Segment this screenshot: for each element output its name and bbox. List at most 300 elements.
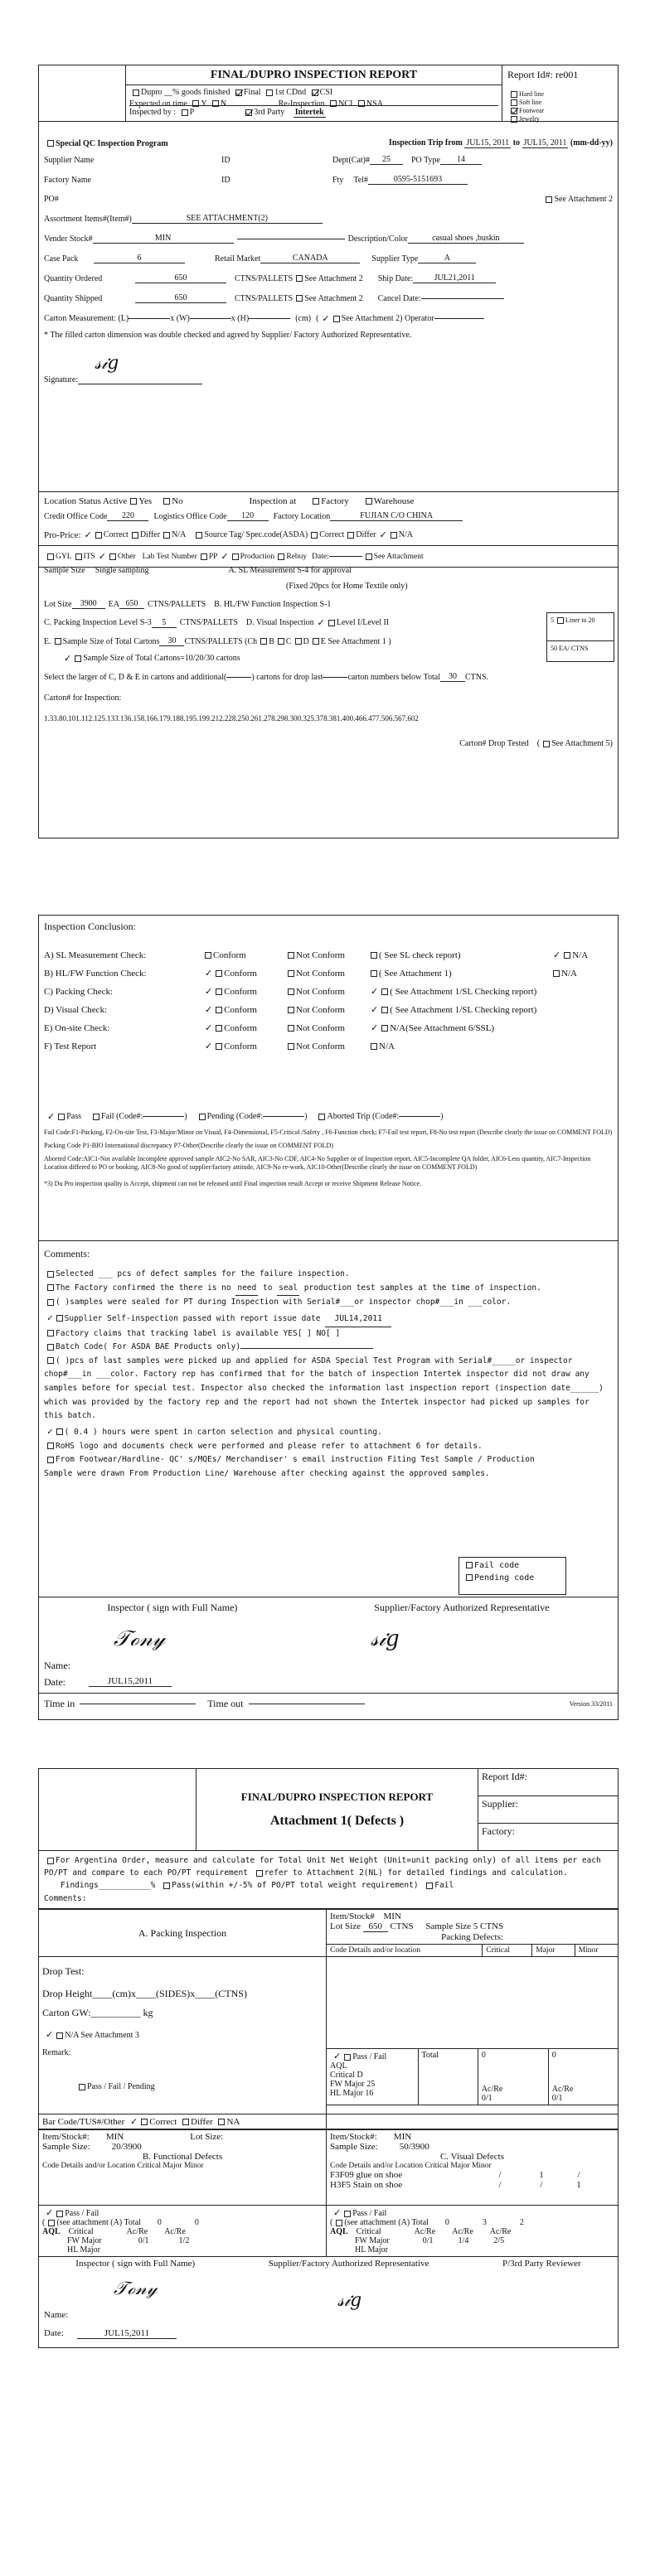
pack-aql-fw: FW Major 25: [330, 2080, 376, 2089]
signature-label: Signature:: [44, 375, 79, 384]
visual-defects-title: C. Visual Defects: [439, 2152, 505, 2162]
comment-9: RoHS logo and documents check were performed and please refer to attachment 6 for details.: [56, 1441, 483, 1451]
conclusion-option-a[interactable]: Conform: [224, 1023, 257, 1033]
carton-measurement-label: Carton Measurement: (L): [44, 314, 129, 323]
tel-value: 0595-5151693: [368, 175, 468, 185]
barcode-label: Bar Code/TUS#/Other: [42, 2117, 125, 2127]
factory-location-value: FUJIAN C/O CHINA: [330, 511, 463, 521]
pack-aql-hl: HL Major 16: [330, 2089, 374, 2098]
visual-defect-code: F3F09 glue on shoe: [330, 2170, 403, 2180]
e-b-option[interactable]: B: [269, 636, 274, 646]
c-acre-v1: 0/1: [422, 2236, 434, 2245]
re-inspection-label: Re-Inspection: [278, 99, 325, 109]
visual-defect-row: [330, 2180, 614, 2190]
conclusion-option-c[interactable]: N/A: [379, 1041, 395, 1051]
d-visual-label: D. Visual Inspection: [245, 618, 314, 627]
location-status-label: Location Status Active: [44, 496, 128, 506]
to-label: to: [512, 138, 521, 147]
b-sample-size-label: Sample Size:: [42, 2142, 90, 2152]
refer-note: refer to Attachment 2(NL) for detailed findings and calculation.: [264, 1868, 568, 1878]
conclusion-row: D) Visual Check: ✓ Conform Not Conform ✓ ( See Attachment 1/SL Checking report): [44, 1004, 537, 1015]
other-option[interactable]: Other: [118, 552, 136, 561]
inspector-name-label: Name:: [44, 1660, 70, 1671]
ship-date-label: Ship Date:: [377, 273, 414, 283]
b-item-stock-label: Item/Stock#:: [42, 2132, 90, 2142]
lab-test-label: Lab Test Number: [142, 552, 197, 561]
conclusion-option-c[interactable]: ( See Attachment 1/SL Checking report): [390, 987, 537, 997]
box-line-1: 5: [551, 616, 554, 624]
comment-3: ( )samples were sealed for PT during Inspection with Serial#___or inspector chop#___in ___color.: [56, 1298, 512, 1307]
barcode-correct[interactable]: Correct: [149, 2117, 177, 2127]
comment-2e: production test samples at the time of inspection.: [303, 1283, 541, 1293]
y-label: Y: [201, 99, 207, 109]
b-critical: Critical: [68, 2227, 94, 2236]
qty-ordered-label: Quantity Ordered: [44, 273, 103, 283]
hard-line-option[interactable]: Hard line: [519, 90, 544, 98]
c-hl-major: HL Major: [355, 2245, 388, 2255]
carton-num-label: Carton# for Inspection:: [44, 694, 122, 703]
conclusion-row: F) Test Report ✓ Conform Not Conform N/A: [44, 1041, 395, 1051]
barcode-na[interactable]: NA: [226, 2117, 240, 2127]
conclusion-label: A) SL Measurement Check:: [44, 950, 147, 960]
aborted-option[interactable]: Aborted Trip (Code#:: [327, 1112, 400, 1121]
c-acre-v2: 1/4: [458, 2236, 469, 2245]
b-hl-major: HL Major: [67, 2245, 100, 2255]
retail-market-value: CANADA: [260, 254, 360, 263]
p3-sample-size-value: 5 CTNS: [473, 1921, 504, 1931]
e-e-option[interactable]: E See Attachment 1 ): [320, 636, 391, 646]
fty-label: Fty: [332, 175, 344, 185]
b-fw-major: FW Major: [67, 2236, 102, 2245]
p3-inspector-signature: 𝒯ℴ𝓃𝓎: [114, 2279, 158, 2299]
packing-defects-title: Packing Defects:: [441, 1932, 503, 1942]
pack-acre-v1: 0/1: [481, 2094, 492, 2103]
conclusion-option-b[interactable]: Not Conform: [296, 950, 345, 960]
comment-2b: need: [235, 1282, 258, 1297]
c-sample-size-value: 50/3900: [399, 2142, 429, 2152]
aborted-code-note: Aborted Code:AIC1-Not available Incomplete approved sample AIC2-No SAR, AIC3-No CDF, AIC4-No Supplier or of Inspection report, AIC5-Incomplete QA folder, AIC6-Less quantity, AIC7-Inspection Location differed to PO or booking, AIC8-No good of supplier/factory attitude, AIC9-No re-work, AIC10-Other(Describe clearly the issue on COMMENT FOLD): [44, 1155, 591, 1171]
conclusion-label: F) Test Report: [44, 1041, 97, 1051]
pack-total-v1: 0: [481, 2051, 486, 2060]
p1-header: [39, 65, 618, 122]
factory-location-label: Factory Location: [273, 511, 331, 521]
p3-report-id: Report Id#:: [478, 1769, 619, 1796]
b-total-v1: 0: [157, 2218, 162, 2227]
single-sampling-label: Single sampling: [95, 566, 149, 575]
conclusion-option-a[interactable]: Conform: [224, 969, 257, 979]
conclusion-option-a[interactable]: Conform: [224, 1005, 257, 1015]
warehouse-option[interactable]: Warehouse: [373, 496, 415, 506]
supplier-sign-label: Supplier/Factory Authorized Representative: [374, 1602, 550, 1613]
c-total-v3: 2: [519, 2218, 524, 2227]
pass-fail-pending[interactable]: Pass / Fail / Pending: [87, 2082, 155, 2091]
lab-date-label: Date:: [312, 552, 329, 561]
footwear-option[interactable]: Footwear: [519, 107, 545, 114]
packing-table: A. Packing Inspection Item/Stock# MIN Lot Size 650 CTNS Sample Size 5 CTNS Packing Defects: Code Details and/or location Critical Major Minor Drop Test: Drop Height____(cm)x____(SIDES)x____(CTNS) Carton GW:__________ kg ✓ N/A See Attachment 3 Remark: Pass / Fail / Pending ✓ Pass / Fail AQL Critical D FW Major 25 HL Major 16 Total 0 Ac/Re 0/1 0 Ac/Re 0/1 Bar Code/TUS#/Other ✓ Correct Differ NA: [38, 1909, 619, 2129]
conclusion-label: D) Visual Check:: [44, 1004, 108, 1015]
logistics-office-value: 120: [227, 511, 269, 521]
conclusion-option-c[interactable]: ( See SL check report): [379, 950, 461, 960]
critical-header: Critical: [483, 1945, 532, 1957]
conclusion-option-b[interactable]: Not Conform: [296, 1022, 345, 1033]
yes-option[interactable]: Yes: [138, 496, 153, 506]
e-sample-label: Sample Size of Total Cartons: [62, 636, 160, 646]
conclusion-option-c[interactable]: N/A(See Attachment 6/SSL): [390, 1023, 495, 1033]
final-option[interactable]: Final: [244, 88, 261, 97]
drop-height-label: Drop Height____(cm)x____(SIDES)x____(CTNS): [42, 1988, 247, 1999]
p3-header-table: [38, 1768, 619, 1851]
total-cartons-value: 30: [440, 672, 465, 682]
pro-price-differ[interactable]: Differ: [139, 530, 161, 539]
conclusion-row: B) HL/FW Function Check: ✓ Conform Not Conform ( See Attachment 1) N/A: [44, 968, 577, 979]
e-label: E.: [44, 636, 51, 646]
retail-market-label: Retail Market: [215, 254, 261, 263]
c-pack-label: C. Packing Inspection Level S-3: [44, 618, 152, 627]
e-ctns-label: CTNS/PALLETS (Ch: [184, 636, 258, 646]
factory-id-label: ID: [221, 175, 230, 185]
production-option[interactable]: Production: [240, 552, 275, 561]
check-icon: ✓: [322, 314, 330, 324]
page-3: [38, 1768, 619, 2547]
po-type-label: PO Type: [411, 155, 440, 165]
barcode-differ[interactable]: Differ: [191, 2117, 213, 2127]
conclusion-option-d[interactable]: N/A: [561, 968, 577, 979]
pass-option[interactable]: Pass: [66, 1112, 82, 1121]
b-acre-label-2: Ac/Re: [164, 2227, 186, 2236]
packing-code-note: Packing Code P1-BIO International discrepancy P7-Other(Describe clearly the issue on COMMENT FOLD): [44, 1142, 333, 1149]
c-acre-label: Ac/Re: [414, 2227, 436, 2236]
na-see-att3: N/A See Attachment 3: [65, 2031, 139, 2040]
conclusion-option-b[interactable]: Not Conform: [296, 1004, 345, 1015]
carton-numbers-label: carton numbers below Total: [347, 672, 440, 682]
fail-code-option[interactable]: Fail code: [474, 1561, 520, 1570]
inspector-date-value: JUL15,2011: [89, 1676, 172, 1687]
c-critical: Critical: [356, 2227, 381, 2236]
conclusion-option-a[interactable]: Conform: [213, 950, 246, 960]
id-label: ID: [221, 155, 230, 165]
carton-w-label: x (W): [170, 314, 190, 323]
b-acre-label: Ac/Re: [126, 2227, 148, 2236]
b-lot-size-label: Lot Size:: [190, 2132, 224, 2142]
conclusion-row: C) Packing Check: ✓ Conform Not Conform ✓ ( See Attachment 1/SL Checking report): [44, 986, 537, 997]
pp-option[interactable]: PP: [208, 552, 218, 561]
comments-title: Comments:: [44, 1248, 90, 1259]
hl-fw-label: B. HL/FW Function Inspection S-1: [214, 599, 332, 609]
time-out-label: Time out: [207, 1698, 244, 1709]
qty-ordered-value: 650: [135, 273, 226, 283]
b-item-stock-value: MIN: [105, 2132, 124, 2142]
supplier-type-value: A: [418, 254, 476, 263]
expected-time-label: Expected on time: [129, 99, 187, 109]
logistics-office-label: Logistics Office Code: [153, 511, 227, 521]
p3-date-value: JUL15,2011: [77, 2328, 177, 2339]
page-1: FINAL/DUPRO INSPECTION REPORT Dupro __% goods finished Final 1st CDnd CSI Expected on time Y N Re-Inspection NCI NSA Inspected by : P 3rd Party Intertek Report Id#: re001 Hard line Soft line Footwear Jewelry Special QC Inspection Program Inspection Trip from JUL15, 2011 to JUL15, 2011 (mm-dd-yy) Supplier Name ID Dept(Cat)# 25 PO Type 14 Factory Name ID Fty Tel# 0595-5151693 PO# See Attachment 2 Assortment Items#(Item#) SEE ATTACHMENT(2) Vender Stock# MIN Description/Color casual shoes ,buskin Case Pack 6 Retail Market CANADA Supplier Type A Quantity Ordered 650 CTNS/PALLETS See Attachment 2 Ship Date: JUL21,2011 Quantity Shipped 650 CTNS/PALLETS See Attachment 2 Cancel Date: Carton Measurement: (L) x (W) x (H) (cm) ( ✓ See Attachment 2) Operator * The filled carton dimension was double checked and agreed by Supplier/ Factory Authorized Representative. Signature: 𝓈𝒾𝑔 Location Status Active Yes No Inspection at Factory Warehouse Credit Office Code 220 Logistics Office Code 120 Factory Location FUJIAN C/O CHINA Pro-Price: ✓ Correct Differ N/A Source Tag/ Spec.code(ASDA) Correct Differ ✓ N/A GYL ITS ✓ Other Lab Test Number PP ✓ Production Rebuy Date: See Attachment Sample Size Single sampling A. SL Measurement S-4 for approval (Fixed 20pcs for Home Textile only) Lot Size 3900 EA 650 CTNS/PALLETS B. HL/FW Function Inspection S-1 C. Packing Inspection Level S-3 5 CTNS/PALLETS D. Visual Inspection ✓ Level I/Level II E. Sample Size of Total Cartons 30 CTNS/PALLETS (Ch B C D E See Attachment 1 ) ✓ Sample Size of Total Cartons=10/20/30 cartons Select the larger of C, D & E in cartons and additional( ) cartons for drop last carton numbers below Total 30 CTNS. Carton# for Inspection: 1.33.80.101.112.125.133.136.158.166.179.188.195.199.212.228.250.261.278.298.300.325.378.381.400.466.477.506.567.602 Carton# Drop Tested ( See Attachment 5) 5 Liner to 20 50 EA/ CTNS: [38, 65, 619, 839]
cancel-date-label: Cancel Date:: [377, 293, 421, 303]
conclusion-row: E) On-site Check: ✓ Conform Not Conform ✓ N/A(See Attachment 6/SSL): [44, 1022, 495, 1033]
b-code-header: Code Details and/or Location Critical Major Minor: [42, 2162, 204, 2170]
inspection-at-label: Inspection at: [249, 496, 297, 506]
assortment-label: Assortment Items#(Item#): [44, 214, 132, 224]
p3-supplier: Supplier:: [478, 1796, 619, 1824]
source-tag-differ[interactable]: Differ: [356, 530, 376, 539]
c-sample-size-label: Sample Size:: [330, 2142, 378, 2152]
inspector-date-label: Date:: [44, 1676, 66, 1688]
p-label: P: [189, 108, 194, 117]
source-tag-na[interactable]: N/A: [398, 530, 413, 539]
conclusion-option-c[interactable]: ( See Attachment 1/SL Checking report): [390, 1005, 537, 1015]
ea-label: EA: [108, 599, 119, 609]
carton-drop-label: Carton# Drop Tested: [459, 739, 529, 748]
factory-name-label: Factory Name: [44, 175, 91, 185]
pack-total-label: Total: [418, 2049, 478, 2105]
pack-acre-label-2: Ac/Re: [551, 2085, 574, 2094]
conclusion-option-b[interactable]: Not Conform: [296, 968, 345, 979]
csi-option[interactable]: CSI: [319, 88, 333, 97]
code-header: Code Details and/or location: [327, 1945, 483, 1957]
p1-title: FINAL/DUPRO INSPECTION REPORT: [126, 65, 502, 85]
gyl-option[interactable]: GYL: [56, 552, 72, 561]
select-larger-label-2: ) cartons for drop last: [251, 672, 323, 682]
po-type-value: 14: [440, 155, 482, 165]
select-larger-label: Select the larger of C, D & E in cartons and additional(: [44, 672, 227, 682]
c-acre-label-3: Ac/Re: [489, 2227, 512, 2236]
comment-6: Batch Code( For ASDA BAE Products only): [56, 1342, 241, 1352]
p3-sample-size-label: Sample Size: [425, 1921, 472, 1931]
visual-defect-ma: 1: [539, 2170, 544, 2180]
ctns-end-label: CTNS.: [465, 672, 489, 682]
conclusion-option-b[interactable]: Not Conform: [296, 1041, 345, 1051]
visual-defect-ma: /: [540, 2180, 543, 2190]
date-format: (mm-dd-yy): [570, 138, 613, 147]
conclusion-option-b[interactable]: Not Conform: [296, 986, 345, 997]
comment-7: ( )pcs of last samples were picked up and applied for ASDA Special Test Program with Serial#_____or inspector chop#___in ___color. Factory rep has confirmed that for the batch of inspection Intertek inspector did not draw any samples before for special test. Inspector also checked the information last inspection report (inspection date______) which was provided by the factory rep and the report had not shown the Intertek inspector had picked up samples for this batch.: [44, 1356, 604, 1421]
c-code-header: Code Details and/or Location Critical Major Minor: [330, 2162, 492, 2170]
trip-to-value: JUL15, 2011: [523, 138, 567, 147]
fail-option[interactable]: Fail (Code#:: [101, 1112, 143, 1121]
lot-size-label: Lot Size: [44, 599, 72, 609]
e-sq-option[interactable]: Sample Size of Total Cartons=10/20/30 cartons: [83, 654, 240, 663]
argentina-note: For Argentina Order, measure and calculate for Total Unit Net Weight (Unit=unit packing only) of all items per each PO/PT and compare to each PO/PT requirement: [44, 1856, 601, 1878]
box-line-2: 50 EA/ CTNS: [551, 645, 589, 652]
supplier-type-label: Supplier Type: [371, 254, 419, 263]
credit-office-value: 220: [107, 511, 148, 521]
b-acre-v2: 1/2: [178, 2236, 190, 2245]
visual-defect-code: H3F5 Stain on shoe: [330, 2180, 403, 2190]
ship-date-value: JUL21,2011: [413, 273, 496, 283]
qty-shipped-value: 650: [135, 293, 226, 303]
p3-item-stock-value: MIN: [383, 1911, 401, 1921]
conclusion-option-c[interactable]: ( See Attachment 1): [379, 968, 452, 979]
carton-cm-label: (cm): [295, 314, 312, 323]
pro-price-na[interactable]: N/A: [172, 530, 187, 539]
c-total-v1: 0: [444, 2218, 449, 2227]
supplier-signature: 𝓈𝒾𝑔: [95, 353, 119, 374]
conclusion-option-a[interactable]: Conform: [224, 987, 257, 997]
e-c-option[interactable]: C: [285, 636, 292, 646]
p3-lot-size-label: Lot Size: [330, 1921, 361, 1931]
c-pack-value: 5: [152, 618, 177, 628]
ctns-pallets-label-2: CTNS/PALLETS: [179, 618, 238, 627]
major-header: Major: [532, 1945, 575, 1957]
ctns-pallets-label: CTNS/PALLETS: [147, 599, 206, 609]
visual-defect-c: /: [498, 2170, 502, 2180]
conclusion-option-d[interactable]: N/A: [572, 950, 589, 960]
comment-4-value: JUL14,2011: [325, 1312, 391, 1327]
e-d-option[interactable]: D: [303, 636, 309, 646]
desc-color-value: casual shoes ,buskin: [408, 234, 524, 244]
c-aql: AQL: [330, 2227, 348, 2236]
third-party-label: 3rd Party: [254, 108, 285, 117]
inspector-signature: 𝒯ℴ𝓃𝓎: [114, 1626, 166, 1651]
b-see-att-total: (see attachment (A) Total: [56, 2218, 141, 2227]
p3-date-label: Date:: [44, 2328, 64, 2338]
pack-acre-v2: 0/1: [551, 2094, 563, 2103]
vender-stock-value: MIN: [93, 234, 234, 244]
soft-line-option[interactable]: Soft line: [519, 99, 542, 106]
comment-11: Sample were drawn From Production Line/ Warehouse after checking against the approved samples.: [44, 1468, 490, 1478]
pending-code-option[interactable]: Pending code: [474, 1573, 535, 1583]
pass-within-option[interactable]: Pass(within +/-5% of PO/PT total weight requirement): [172, 1881, 419, 1891]
box-line-1b: Liner to 20: [565, 616, 595, 624]
see-attachment-5: See Attachment 5): [551, 739, 613, 748]
lot-size-value: 3900: [72, 599, 105, 609]
see-attachment-2b: See Attachment 2: [304, 273, 363, 283]
time-in-label: Time in: [44, 1698, 75, 1709]
carton-gw-label: Carton GW:__________ kg: [42, 2007, 153, 2018]
conclusion-label: B) HL/FW Function Check:: [44, 968, 147, 979]
comment-2c: to: [262, 1283, 273, 1293]
visual-defect-mi: 1: [576, 2180, 581, 2190]
pack-pass-fail[interactable]: Pass / Fail: [352, 2052, 387, 2061]
case-pack-label: Case Pack: [44, 254, 79, 263]
no-option[interactable]: No: [172, 496, 183, 506]
e-sample-value: 30: [159, 636, 184, 646]
comment-1: Selected ___ pcs of defect samples for the failure inspection.: [56, 1269, 350, 1278]
level-option[interactable]: Level I/Level II: [336, 618, 390, 627]
po-label: PO#: [44, 195, 59, 204]
supplier-name-label: Supplier Name: [44, 155, 95, 165]
p3-title: FINAL/DUPRO INSPECTION REPORT: [240, 1791, 434, 1803]
filled-note: * The filled carton dimension was double checked and agreed by Supplier/ Factory Authorized Representative.: [44, 331, 412, 340]
comment-8: ( 0.4 ) hours were spent in carton selection and physical counting.: [64, 1427, 382, 1437]
dept-value: 25: [370, 155, 403, 165]
inspector-sign-label: Inspector ( sign with Full Name): [107, 1602, 238, 1613]
p3-ctns-label: CTNS: [390, 1921, 414, 1931]
pack-total-v2: 0: [551, 2051, 556, 2060]
dept-label: Dept(Cat)#: [332, 155, 370, 165]
desc-color-label: Description/Color: [347, 234, 408, 244]
qty-shipped-label: Quantity Shipped: [44, 293, 103, 303]
nsa-label: NSA: [366, 99, 383, 109]
credit-office-label: Credit Office Code: [44, 511, 108, 521]
ctns-label: CTNS/PALLETS: [235, 273, 294, 283]
defects-table: Item/Stock#: MIN Lot Size: Sample Size: 20/3900 B. Functional Defects Code Details and/or Location Critical Major Minor Item/Stock#: MIN Sample Size: 50/3900 C. Visual Defects Code Details and/or Location Critical Major Minor F3F09 glue on shoe / 1 / H3F5 Stain on shoe / / 1 ✓ Pass / Fail ( (see attachment (A) Total 0 0 AQL Critical Ac/Re Ac/Re FW Major 0/1 1/2 HL Major ✓ Pass / Fail ( (see attachment (A) Total 0 3 2 AQL Critical Ac/Re Ac/Re Ac/Re FW Major 0/1 1/4 2/5 HL Major: [38, 2129, 619, 2257]
b-pass-fail[interactable]: Pass / Fail: [65, 2209, 99, 2218]
p3-comments: Comments:: [44, 1893, 87, 1903]
p3-lot-size-value: 650: [363, 1921, 388, 1932]
pending-option[interactable]: Pending (Code#:: [206, 1112, 264, 1121]
pack-aql: AQL: [330, 2061, 347, 2071]
jewelry-option[interactable]: Jewelry: [519, 115, 540, 123]
pack-insp-title: A. Packing Inspection: [39, 1910, 327, 1957]
trip-from-value: JUL15, 2011: [466, 138, 510, 147]
c-pass-fail[interactable]: Pass / Fail: [352, 2209, 387, 2218]
visual-defect-c: /: [498, 2180, 502, 2190]
case-pack-value: 6: [94, 254, 185, 263]
pro-price-correct[interactable]: Correct: [103, 530, 129, 539]
sample-size-label: Sample Size: [44, 566, 85, 575]
p3-third-party-label: P/3rd Party Reviewer: [502, 2259, 581, 2269]
b-sample-size-value: 20/3900: [111, 2142, 142, 2152]
b-aql: AQL: [42, 2227, 61, 2236]
p3-fail-option[interactable]: Fail: [434, 1881, 454, 1891]
inspected-by-label: Inspected by :: [129, 108, 177, 117]
source-tag-correct[interactable]: Correct: [319, 530, 345, 539]
comment-2d: seal: [277, 1282, 299, 1297]
c-see-att-total: (see attachment (A) Total: [344, 2218, 429, 2227]
dupro-option[interactable]: Dupro __% goods finished: [141, 88, 230, 97]
conclusion-title: Inspection Conclusion:: [44, 921, 136, 932]
fixed-note: (Fixed 20pcs for Home Textile only): [286, 582, 408, 591]
vender-stock-label: Vender Stock#: [44, 234, 93, 244]
conclusion-option-a[interactable]: Conform: [224, 1042, 257, 1051]
version-label: Version 33/2011: [569, 1700, 613, 1708]
conclusion-label: C) Packing Check:: [44, 986, 114, 997]
visual-defect-row: [330, 2170, 614, 2180]
carton-h-label: x (H): [230, 314, 250, 323]
carton-list: 1.33.80.101.112.125.133.136.158.166.179.188.195.199.212.228.250.261.278.298.300.325.378.381.400.466.477.506.567.602: [44, 714, 419, 723]
tel-label: Tel#: [353, 175, 368, 185]
special-qc-label: Special QC Inspection Program: [56, 138, 168, 148]
p3-supplier-signature: 𝓈𝒾𝑔: [337, 2290, 362, 2311]
p3-attachment-title: Attachment 1( Defects ): [269, 1814, 405, 1828]
source-tag-label: Source Tag/ Spec.code(ASDA): [204, 530, 308, 539]
intertek-value: Intertek: [294, 108, 324, 117]
b-acre-v1: 0/1: [138, 2236, 149, 2245]
ea-value: 650: [119, 599, 144, 609]
c-acre-v3: 2/5: [493, 2236, 505, 2245]
ctns-label-2: CTNS/PALLETS: [235, 293, 294, 303]
lab-see-attachment: See Attachment: [373, 552, 424, 561]
rebuy-option[interactable]: Rebuy: [286, 552, 308, 561]
comment-4: Supplier Self-inspection passed with report issue date: [64, 1313, 321, 1323]
its-option[interactable]: ITS: [83, 552, 95, 561]
p3-item-stock-label: Item/Stock#: [330, 1911, 375, 1921]
c-fw-major: FW Major: [355, 2236, 390, 2245]
supplier-signature-2: 𝓈𝒾𝑔: [371, 1626, 400, 1651]
comment-2a: The Factory confirmed the there is no: [56, 1283, 231, 1293]
assortment-value: SEE ATTACHMENT(2): [132, 214, 323, 224]
factory-option[interactable]: Factory: [321, 496, 349, 506]
trip-from-label: Inspection Trip from: [388, 138, 463, 147]
p3-supplier-sign-label: Supplier/Factory Authorized Representative: [268, 2259, 429, 2269]
comment-10: From Footwear/Hardline- QC' s/MQEs/ Merchandiser' s email instruction Fiting Test Sample / Production: [56, 1455, 535, 1465]
comment-5: Factory claims that tracking label is available YES[ ] NO[ ]: [56, 1328, 341, 1338]
functional-defects-title: B. Functional Defects: [142, 2152, 223, 2162]
c-acre-label-2: Ac/Re: [452, 2227, 473, 2236]
fail-codes-note: Fail Code:F1-Packing, F2-On-site Test, F3-Major/Minor on Visual, F4-Dimensional, F5-Critical /Safety , F6-Function check; F7-Fail test report, F8-No test report (Describe clearly the issue on COMMENT FOLD): [44, 1129, 613, 1136]
visual-defect-mi: /: [577, 2170, 580, 2180]
b-total-v2: 0: [194, 2218, 199, 2227]
see-attachment-2c: See Attachment 2: [304, 293, 363, 303]
n-label: N: [220, 99, 227, 109]
sl-measure-label: A. SL Measurement S-4 for approval: [228, 566, 352, 575]
minor-header: Minor: [575, 1945, 618, 1957]
first-second-option[interactable]: 1st CDnd: [274, 88, 307, 97]
p3-factory: Factory:: [478, 1824, 619, 1851]
c-item-stock-label: Item/Stock#:: [330, 2132, 377, 2142]
nci-label: NCI: [338, 99, 353, 109]
